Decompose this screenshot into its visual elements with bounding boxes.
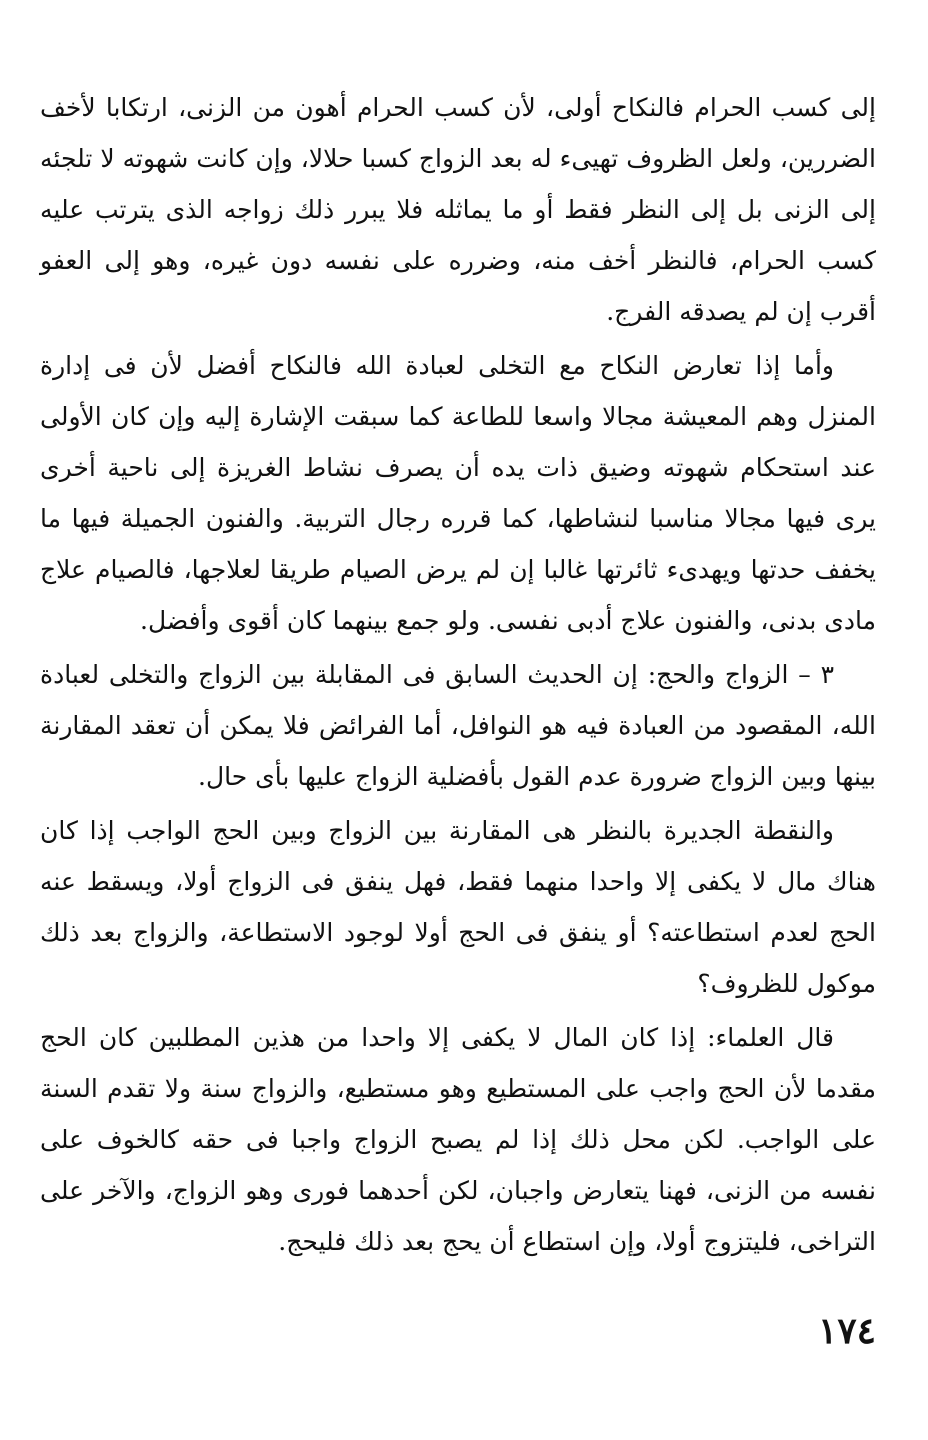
paragraph-3: ٣ – الزواج والحج: إن الحديث السابق فى المقابلة بين الزواج والتخلى لعبادة الله، المقصود من العبادة فيه هو النوافل، أما الفرائض فلا يمكن أن تعقد المقارنة بينها وبين الزواج ضرورة عدم القول بأفضلية الزواج عليها بأى حال.: [40, 660, 876, 791]
paragraph-5: قال العلماء: إذا كان المال لا يكفى إلا واحدا من هذين المطلبين كان الحج مقدما لأن الحج واجب على المستطيع وهو مستطيع، والزواج سنة ولا تقدم السنة على الواجب. لكن محل ذلك إذا لم يصبح الزواج واجبا فى حقه كالخوف على نفسه من الزنى، فهنا يتعارض واجبان، لكن أحدهما فورى وهو الزواج، والآخر على التراخى، فليتزوج أولا، وإن استطاع أن يحج بعد ذلك فليحج.: [40, 1023, 876, 1256]
paragraph-2: وأما إذا تعارض النكاح مع التخلى لعبادة الله فالنكاح أفضل لأن فى إدارة المنزل وهم المعيشة مجالا واسعا للطاعة كما سبقت الإشارة إليه وإن كان الأولى عند استحكام شهوته وضيق ذات يده أن يصرف نشاط الغريزة إلى ناحية أخرى يرى فيها مجالا مناسبا لنشاطها، كما قرره رجال التربية. والفنون الجميلة فيها ما يخفف حدتها ويهدىء ثائرتها غالبا إن لم يرض الصيام طريقا لعلاجها، فالصيام علاج مادى بدنى، والفنون علاج أدبى نفسى. ولو جمع بينهما كان أقوى وأفضل.: [40, 351, 876, 635]
body-text: [40, 82, 876, 1267]
paragraph-4: والنقطة الجديرة بالنظر هى المقارنة بين الزواج وبين الحج الواجب إذا كان هناك مال لا يكفى إلا واحدا منهما فقط، فهل ينفق فى الزواج أولا، ويسقط عنه الحج لعدم استطاعته؟ أو ينفق فى الحج أولا لوجود الاستطاعة، والزواج بعد ذلك موكول للظروف؟: [40, 816, 876, 998]
page-number: ١٧٤: [817, 1310, 876, 1352]
paragraph-1: إلى كسب الحرام فالنكاح أولى، لأن كسب الحرام أهون من الزنى، ارتكابا لأخف الضررين، ولعل الظروف تهيىء له بعد الزواج كسبا حلالا، وإن كانت شهوته لا تلجئه إلى الزنى بل إلى النظر فقط أو ما يماثله فلا يبرر ذلك زواجه الذى يترتب عليه كسب الحرام، فالنظر أخف منه، وضرره على نفسه دون غيره، وهو إلى العفو أقرب إن لم يصدقه الفرج.: [40, 93, 876, 326]
